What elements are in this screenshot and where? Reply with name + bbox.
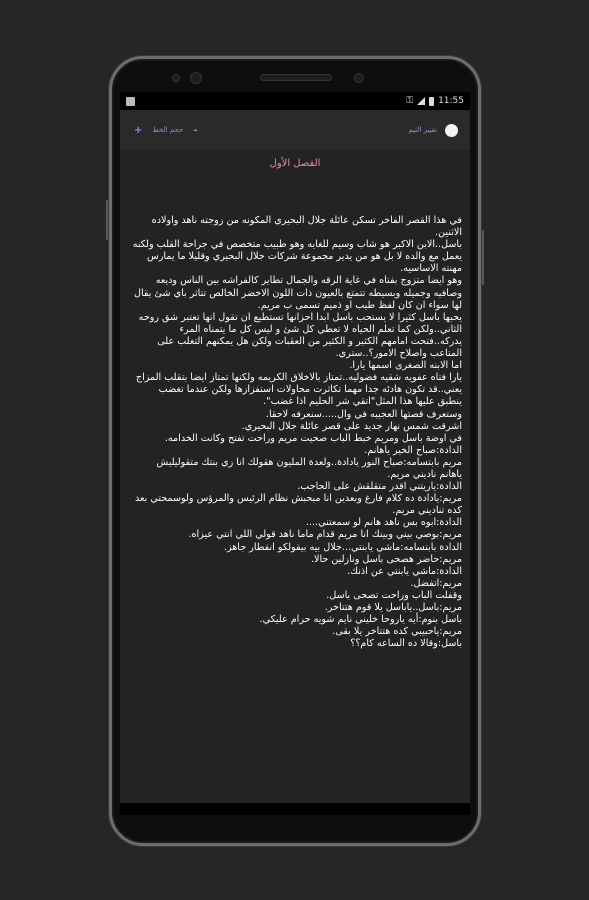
front-camera-icon: [190, 72, 202, 84]
story-paragraph: وقفلت الباب وراحت تصحى باسل.: [326, 589, 462, 601]
story-paragraph: اما الابنه الصغرى اسمها يارا.: [349, 360, 462, 372]
story-paragraph: مريم:بوصي بيني وبينك انا مريم قدام ماما ناهد قولي اللي انتي عيزاه.: [188, 529, 462, 541]
font-increase-button[interactable]: +: [134, 124, 143, 136]
chapter-title: الفصل الأول: [269, 158, 321, 169]
story-paragraph: يحبها باسل كثيرا لا يستحب باسل ابدا احزانها تستطيع ان تقول انها تعتبر شق روحه الثاني..ولكن كما تعلم الحياه لا تعطي كل شئ و ليس كل ما يتمناه المرء يدركه..فتحت امامهم الكثير و الكثير من العقبات ولكن هل يمكنهم التغلب على المتاعب واصلاح الامور؟..ستري.: [138, 311, 462, 360]
story-paragraph: الدادة:ابوه بس ناهد هانم لو سمعتني....: [305, 517, 462, 529]
story-paragraph: مريم:ياحبيبي كده هتتاخر يلا بقى.: [332, 626, 462, 638]
story-paragraph: اشرقت شمس نهار جديد على قصر عائلة جلال البحيري.: [241, 420, 462, 432]
battery-icon: [429, 97, 434, 106]
story-paragraph: مريم:يادادة ده كلام فارغ وبعدين انا مبحبش نظام الرئيس والمرؤس ولوسمحتي بعد كده تناديني مريم.: [134, 493, 462, 517]
reader-toolbar: [120, 110, 470, 150]
story-paragraph: باسل..الابن الاكبر هو شاب وسيم للغايه وهو طبيب متخصص في جراحة القلب ولكنه يعمل مع والده لا بل هو من يدير مجموعة شركات جلال البحيري وقليلا ما يمارس مهنته الاساسيه.: [132, 239, 462, 275]
signal-icon: [417, 97, 425, 105]
story-content: [120, 175, 470, 650]
story-paragraph: وستعرف قصتها العجيبه في وال.....سنعرفه لاحقا.: [265, 408, 462, 420]
earpiece-speaker: [260, 74, 332, 81]
story-paragraph: وهو ايضا متزوج بفتاه في غاية الرقه والجمال تطاير كالفراشه بين الناس وديعه وصافيه وجميله وبسيطه تتمتع بالعيون ذات اللون الاخضر الخالص تتاثر باي شئ يقال لها سواء ان كان لفظ طيب او ذميم تسمى ب مريم.: [134, 275, 462, 311]
power-button: [481, 230, 484, 285]
story-paragraph: يارا فتاه عفويه شقيه فضوليه..تمتاز بالاخلاق الكريمه ولكنها تمتاز ايضا بتقلب المزاج يعني..قد تكون هادئه جدا مهما تكاثرت محاولات استفزازها ولكن عندما تغضب ينطبق عليها هذا المثل"اتقي شر الحليم اذا غضب".: [135, 372, 462, 408]
story-paragraph: الدادة:ياريتني اقدر متقلقش على الحاجب.: [297, 481, 462, 493]
story-paragraph: مريم:حاضر هصحى باسل ونازلين حالا.: [310, 553, 462, 565]
story-paragraph: الدادة:صباح الخير ياهانم.: [364, 444, 462, 456]
story-paragraph: في هذا القصر الفاخر تسكن عائلة جلال البحيري المكونه من زوجته ناهد واولاده الاثنين.: [151, 215, 462, 239]
story-paragraph: مريم:اتفضل.: [410, 577, 462, 589]
theme-label: تغيير الثيم: [408, 126, 437, 134]
font-size-label: حجم الخط: [152, 126, 184, 134]
story-paragraph: مريم:باسل..ياباسل يلا قوم هتتاخر.: [324, 602, 462, 613]
story-paragraph: الدادة بابتسامه:ماشي يابنتي...جلال بيه بيقولكو انفطار جاهز.: [223, 541, 462, 553]
theme-control: [408, 124, 458, 137]
sensor-icon: [172, 74, 180, 82]
proximity-sensor-icon: [354, 73, 364, 83]
font-decrease-button[interactable]: -: [193, 124, 198, 136]
theme-toggle[interactable]: [445, 124, 458, 137]
app-screen: [120, 92, 470, 815]
navigation-bar: [120, 803, 470, 815]
story-paragraph: مريم بابتسامه:صباح النور يادادة..ولعدة المليون هقولك انا زي بنتك متقوليليش ياهانم ناديني مريم.: [156, 456, 462, 480]
status-time: 11:55: [438, 96, 464, 106]
story-paragraph: باسل بنوم:أيه ياروحا خليني نايم شويه حرام عليكي.: [259, 614, 462, 626]
story-paragraph: الدادة:ماشي يابنتي عن اذنك.: [347, 565, 462, 577]
notification-icon: [126, 97, 135, 106]
story-paragraph: باسل:وقالا ده الساعه كام؟؟: [350, 638, 462, 650]
story-paragraph: في اوضة باسل ومريم خبط الباب صحيت مريم وراحت تفتح وكانت الخدامه.: [164, 432, 462, 444]
status-bar: [120, 92, 470, 110]
vpn-key-icon: ⚿: [406, 96, 414, 106]
font-size-control: [134, 125, 198, 136]
